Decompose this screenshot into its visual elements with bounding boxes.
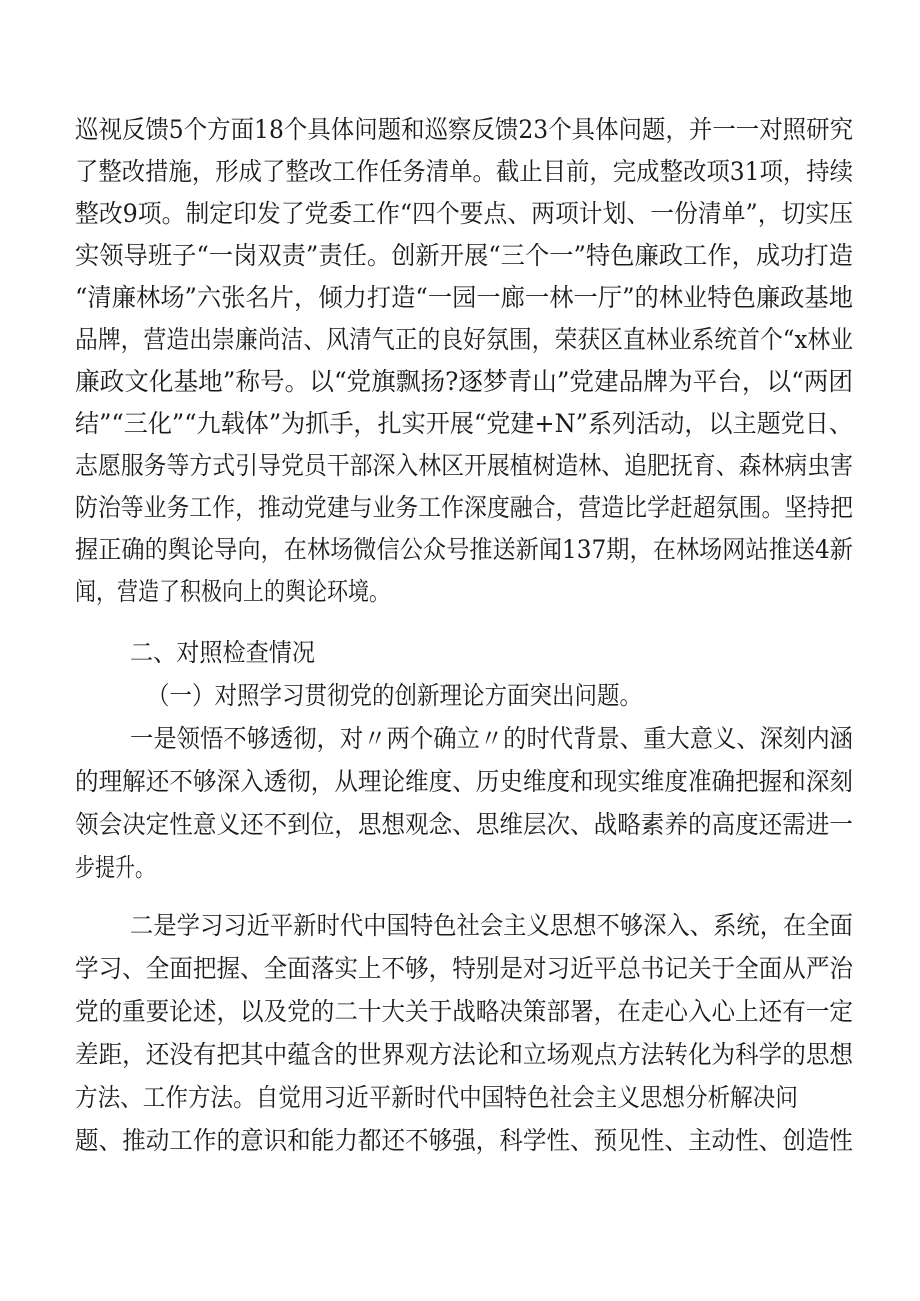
p2-line: 领会决定性意义还不到位，思想观念、思维层次、战略素养的高度还需进一 <box>75 810 853 839</box>
p1-line: “清廉林场”六张名片，倾力打造“一园一廊一林一厅”的林业特色廉政基地 <box>75 283 853 312</box>
p1-line: 防治等业务工作，推动党建与业务工作深度融合，营造比学赶超氛围。坚持把 <box>75 493 854 522</box>
p3-line: 差距，还没有把其中蕴含的世界观方法论和立场观点方法转化为科学的思想 <box>75 1040 853 1069</box>
h2-line: 二、对照检查情况 <box>130 638 315 667</box>
h3-line: （一）对照学习贯彻党的创新理论方面突出问题。 <box>147 681 643 710</box>
p3-line: 二是学习习近平新时代中国特色社会主义思想不够深入、系统，在全面 <box>130 911 854 940</box>
p1-line: 廉政文化基地”称号。以“党旗飘扬?逐梦青山”党建品牌为平台，以“两团 <box>75 367 854 396</box>
p1-line: 实领导班子“一岗双责”责任。创新开展“三个一”特色廉政工作，成功打造 <box>75 241 853 270</box>
p3-line: 方法、工作方法。自觉用习近平新时代中国特色社会主义思想分析解决问 <box>75 1083 798 1112</box>
p3-line: 题、推动工作的意识和能力都还不够强，科学性、预见性、主动性、创造性 <box>75 1126 853 1155</box>
p1-line: 巡视反馈5个方面18个具体问题和巡察反馈23个具体问题，并一一对照研究 <box>75 115 854 144</box>
p1-line: 整改9项。制定印发了党委工作“四个要点、两项计划、一份清单”，切实压 <box>75 199 854 228</box>
p3-line: 学习、全面把握、全面落实上不够，特别是对习近平总书记关于全面从严治 <box>75 954 853 983</box>
p1-line: 闻，营造了积极向上的舆论环境。 <box>75 577 391 606</box>
p1-line: 结”“三化”“九载体”为抓手，扎实开展“党建+N”系列活动，以主题党日、 <box>75 409 853 438</box>
p1-line: 志愿服务等方式引导党员干部深入林区开展植树造林、追肥抚育、森林病虫害 <box>75 451 854 480</box>
p1-line: 品牌，营造出崇廉尚洁、风清气正的良好氛围，荣获区直林业系统首个“x林业 <box>75 325 854 354</box>
p2-line: 一是领悟不够透彻，对〃两个确立〃的时代背景、重大意义、深刻内涵 <box>130 724 854 753</box>
p2-line: 的理解还不够深入透彻，从理论维度、历史维度和现实维度准确把握和深刻 <box>75 767 853 796</box>
p1-line: 了整改措施，形成了整改工作任务清单。截止目前，完成整改项31项，持续 <box>75 157 854 186</box>
p1-line: 握正确的舆论导向，在林场微信公众号推送新闻137期，在林场网站推送4新 <box>75 535 854 564</box>
p3-line: 党的重要论述，以及党的二十大关于战略决策部署，在走心入心上还有一定 <box>75 997 853 1026</box>
p2-line: 步提升。 <box>75 853 156 882</box>
